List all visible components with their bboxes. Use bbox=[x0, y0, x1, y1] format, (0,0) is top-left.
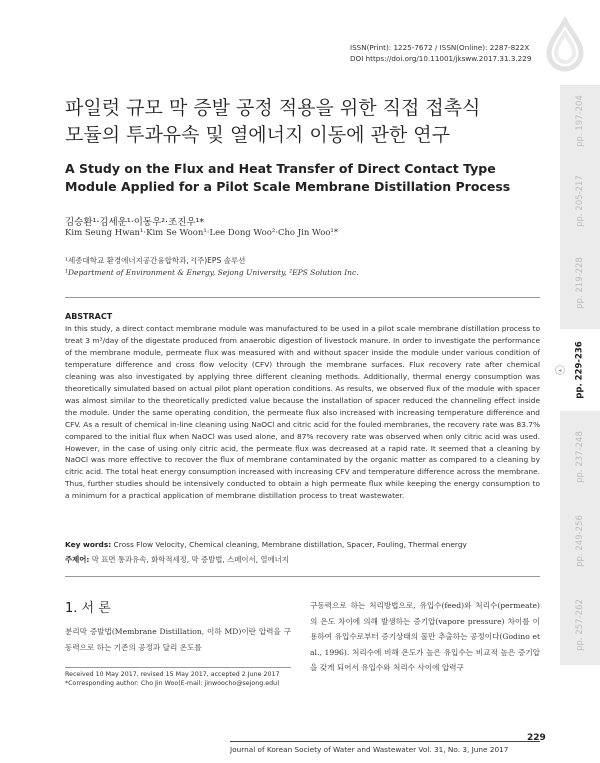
footnote bbox=[65, 670, 295, 688]
authors-english: Kim Seung Hwan¹·Kim Se Woon¹·Lee Dong Woo²·Cho Jin Woo¹* bbox=[65, 228, 339, 238]
journal-citation: Journal of Korean Society of Water and Wastewater Vol. 31, No. 3, June 2017 bbox=[230, 745, 509, 754]
issue-page-index bbox=[560, 85, 600, 665]
korean-title-line2: 모듈의 투과유속 및 열에너지 이동에 관한 연구 bbox=[65, 124, 450, 146]
received-dates: Received 10 May 2017, revised 15 May 2017, accepted 2 June 2017 bbox=[65, 671, 280, 678]
english-title bbox=[65, 160, 535, 196]
intro-right-column: 구동력으로 하는 처리방법으로, 유입수(feed)와 처리수(permeate)의 온도 차이에 의해 발생하는 증기압(vapore pressure) 차이를 이용하여 유입수로부터 증기상태의 물만 추출하는 공정이다(Godino et al., 1996). 처리수에 비해 온도가 높은 유입수는 비교적 높은 증기압을 갖게 되어서 유입수와 처리수 사이에 압력구 bbox=[310, 601, 540, 673]
tab-label: pp. 249-256 bbox=[575, 515, 585, 567]
active-tab-marker-icon: ◂ bbox=[555, 365, 565, 375]
tab-pp-205-217[interactable] bbox=[560, 165, 600, 237]
tab-pp-237-248[interactable] bbox=[560, 421, 600, 493]
abstract-heading: ABSTRACT bbox=[65, 312, 113, 321]
tab-pp-219-228[interactable] bbox=[560, 247, 600, 319]
authors-korean: 김승환¹·김세운¹·이동우²·조진우¹* bbox=[65, 217, 205, 228]
tab-label: pp. 237-248 bbox=[575, 431, 585, 483]
abstract-body: In this study, a direct contact membrane module was manufactured to be used in a pilot scale membrane distillation process to treat 3 m³/day of the digestate produced from anaerobic digestion of livestock manure. In order to investigate the performance of the membrane module, permeate flux was measured with and without spacer inside the module under various condition of temperature difference and cross flow velocity (CFV) through the membrane surfaces. Flux recovery rate after chemical cleaning was also investigated by applying three different cleaning methods. Additionally, thermal energy consumption was theoretically simulated based on actual pilot plant operation conditions. As results, we observed flux of the module with spacer was almost similar to the theoretically predicted value because the installation of spacer reduced the channeling effect inside the module. Under the same operating condition, the permeate flux also increased with increasing temperature difference and CFV. As a result of chemical in-line cleaning using NaOCl and citric acid for the fouled membranes, the recovery rate was 83.7% compared to the initial flux when NaOCl was used alone, and 87% recovery rate was observed when only citric acid was used. However, in the case of using only citric acid, the permeate flux was decreased at a rapid rate. It seemed that a cleaning by NaOCl was more effective to recover the flux of membrane contaminated by the organic matter as compared to a cleaning by citric acid. The total heat energy consumption increased with increasing CFV and temperature difference across the membrane. Thus, further studies should be intensively conducted to obtain a high permeate flux while keeping the energy consumption to a minimum for a practical application of membrane distillation process to treat wastewater. bbox=[65, 324, 540, 501]
affiliation-korean: ¹세종대학교 환경에너지공간융합학과, ²(주)EPS 솔루션 bbox=[65, 256, 246, 265]
tab-label: pp. 205-217 bbox=[575, 175, 585, 227]
section-title-introduction: 1. 서 론 bbox=[65, 601, 111, 616]
divider bbox=[65, 576, 540, 577]
tab-label: pp. 197-204 bbox=[575, 95, 585, 147]
journal-drop-logo bbox=[535, 15, 595, 75]
footer-rule bbox=[230, 741, 540, 742]
tab-label: pp. 229-236 bbox=[575, 341, 585, 399]
keywords-text-korean: 막 표면 통과유속, 화학적세정, 막 증발법, 스페이서, 열에너지 bbox=[89, 555, 289, 564]
tab-pp-197-204[interactable] bbox=[560, 85, 600, 157]
issn-line: ISSN(Print): 1225-7672 / ISSN(Online): 2287-822X bbox=[350, 43, 530, 52]
keywords-label: Key words: bbox=[65, 540, 112, 549]
english-title-line2: Module Applied for a Pilot Scale Membrane Distillation Process bbox=[65, 179, 511, 194]
corresponding-author: *Corresponding author: Cho Jin Woo(E-mail: jinwoocho@sejong.edu) bbox=[65, 680, 280, 687]
page-number: 229 bbox=[527, 733, 546, 743]
tab-pp-257-262[interactable] bbox=[560, 589, 600, 661]
intro-left-column: 분리막 증발법(Membrane Distillation, 이하 MD)이란 압력을 구동력으로 하는 기존의 공정과 달리 온도를 bbox=[65, 627, 291, 652]
korean-title bbox=[65, 95, 535, 149]
keywords-english bbox=[65, 540, 467, 549]
affiliation-english: ¹Department of Environment & Energy, Sejong University, ²EPS Solution Inc. bbox=[65, 268, 359, 277]
doi-line: DOI https://doi.org/10.11001/jksww.2017.31.3.229 bbox=[350, 54, 532, 63]
footnote-rule bbox=[65, 667, 291, 668]
keywords-label-korean: 주제어: bbox=[65, 555, 90, 564]
keywords-text: Cross Flow Velocity, Chemical cleaning, Membrane distillation, Spacer, Fouling, Thermal energy bbox=[111, 540, 467, 549]
divider bbox=[65, 297, 540, 298]
english-title-line1: A Study on the Flux and Heat Transfer of Direct Contact Type bbox=[65, 161, 496, 176]
tab-pp-229-236[interactable] bbox=[560, 329, 600, 411]
korean-title-line1: 파일럿 규모 막 증발 공정 적용을 위한 직접 접촉식 bbox=[65, 97, 481, 119]
journal-identifiers bbox=[350, 42, 550, 64]
keywords-korean bbox=[65, 554, 289, 565]
tab-label: pp. 219-228 bbox=[575, 257, 585, 309]
tab-pp-249-256[interactable] bbox=[560, 505, 600, 577]
tab-label: pp. 257-262 bbox=[575, 599, 585, 651]
